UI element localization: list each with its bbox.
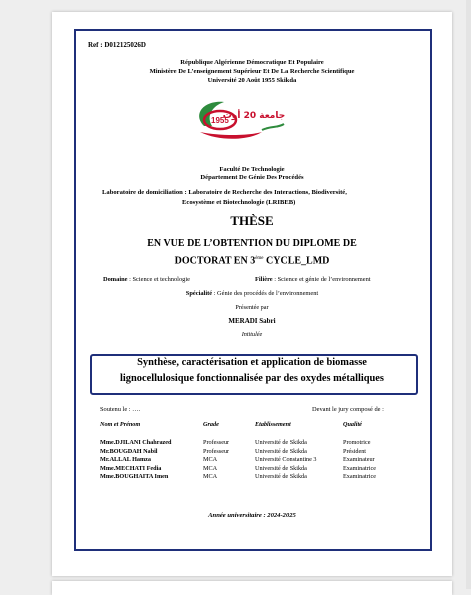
table-cell: Université Constantine 3 [255,456,317,463]
jury-header-name: Nom et Prénom [100,421,141,428]
faculty-name: Faculté De Technologie [219,166,285,173]
reference: Ref : D012125026D [88,41,146,49]
logo-year: 1955 [211,116,229,125]
lab-line-2: Ecosystème et Biotechnologie (LRIBEB) [182,199,296,206]
table-cell: Université de Skikda [255,439,307,446]
table-cell: Examinatrice [343,473,376,480]
intitulee: Intitulée [241,331,263,338]
thesis-title-line-1: Synthèse, caractérisation et application de biomasse [137,357,367,368]
table-cell: Professeur [203,439,230,446]
table-cell: Examinatrice [343,464,376,472]
table-cell: MCA [203,473,218,480]
table-cell: Université de Skikda [255,473,307,480]
viewer-sidebar [0,0,44,589]
jury-intro: Devant le jury composé de : [312,406,384,413]
department-name: Département De Génie Des Procédés [200,174,304,181]
table-cell: Examinateur [343,456,375,463]
table-cell: Professeur [203,447,230,455]
table-row: Mme.MECHATI Fedia [100,464,162,472]
filiere-line: Filière : Science et génie de l’environnement [255,276,371,283]
jury-header-grade: Grade [203,421,219,428]
table-cell: Promotrice [343,439,371,446]
logo-accent [262,124,284,130]
diploma-line-1: EN VUE DE L’OBTENTION DU DIPLOME DE [147,238,357,249]
header-university: Université 20 Août 1955 Skikda [207,77,297,84]
these-heading: THÈSE [230,213,274,228]
header-republic: République Algérienne Démocratique Et Populaire [180,59,324,66]
table-cell: Président [343,447,367,455]
table-cell: Université de Skikda [255,464,307,472]
lab-line-1: Laboratoire de domiciliation : Laboratoire de Recherche des Interactions, Biodiversité, [102,189,347,196]
table-cell: Université de Skikda [255,447,307,455]
academic-year: Année universitaire : 2024-2025 [208,512,296,519]
scrollbar[interactable] [466,0,471,589]
jury-header-quality: Qualité [343,421,362,428]
soutenu: Soutenu le : …. [100,406,141,413]
header-ministry: Ministère De L’enseignement Supérieur Et De La Recherche Scientifique [149,68,355,75]
table-row: Mme.DJILANI Chahrazed [100,439,172,446]
university-logo [190,96,288,142]
next-page [52,581,452,595]
table-cell: MCA [203,456,218,463]
author-name: MERADI Sabri [228,317,276,325]
table-row: Mr.BOUGDAH Nabil [100,447,158,455]
logo-swoosh [200,132,262,139]
presented-by: Présentée par [235,304,269,311]
thesis-title-line-2: lignocellulosique fonctionnalisée par des oxydes métalliques [120,373,384,384]
speciality-line: Spécialité : Génie des procédés de l’environnement [185,290,319,297]
table-row: Mme.BOUGHAITA Imen [100,473,169,480]
logo-arabic: جامعة 20 أوت [222,111,286,121]
diploma-line-2: DOCTORAT EN 3ème CYCLE_LMD [174,255,330,267]
jury-header-institution: Etablissement [255,421,291,428]
domain-line: Domaine : Science et technologie [103,276,190,283]
table-row: Mr.ALLAL Hamza [100,456,151,463]
table-cell: MCA [203,464,218,472]
